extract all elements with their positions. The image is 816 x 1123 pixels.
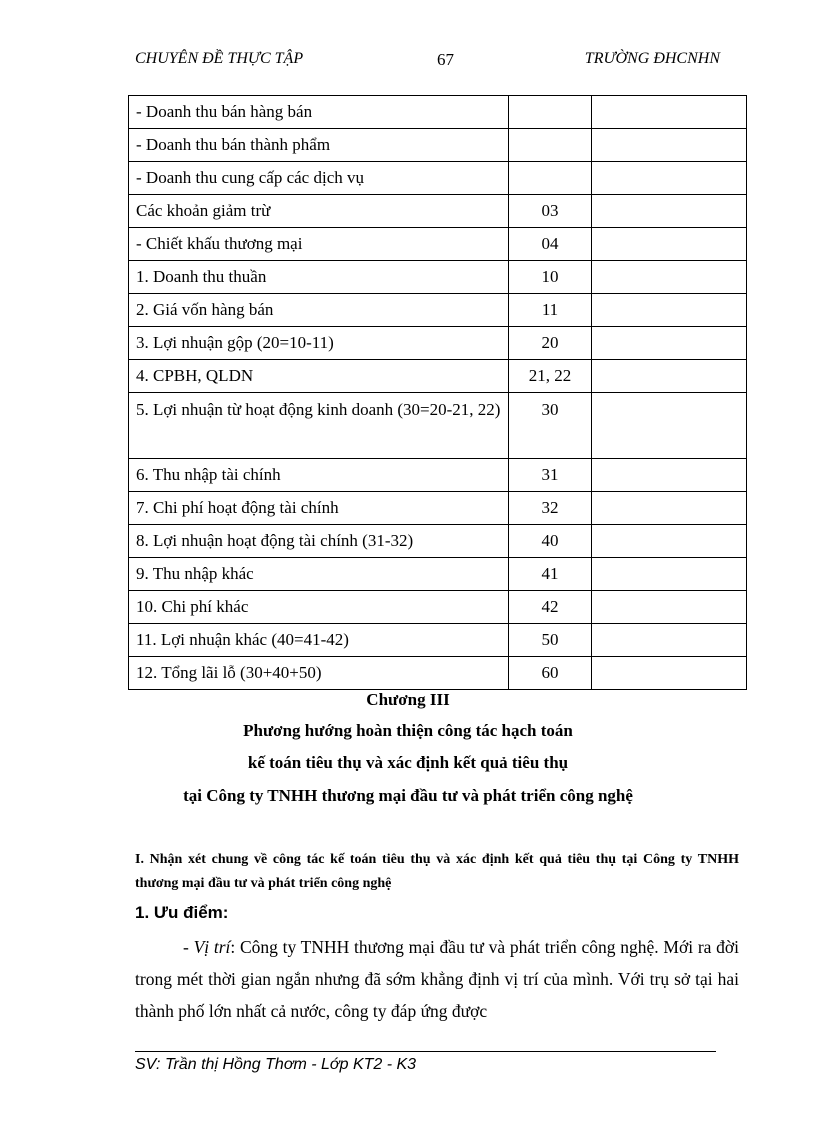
row-code: 32 bbox=[509, 492, 592, 525]
row-label: 3. Lợi nhuận gộp (20=10-11) bbox=[129, 327, 509, 360]
row-code bbox=[509, 96, 592, 129]
chapter-title-line-2: kế toán tiêu thụ và xác định kết quả tiêu thụ bbox=[247, 753, 569, 772]
chapter-title-line-1: Phương hướng hoàn thiện công tác hạch toán bbox=[243, 721, 573, 740]
row-code: 60 bbox=[509, 657, 592, 690]
row-value bbox=[592, 327, 747, 360]
header-course-title: CHUYÊN ĐỀ THỰC TẬP bbox=[135, 50, 304, 67]
chapter-number: Chương III bbox=[366, 690, 450, 709]
row-label: 1. Doanh thu thuần bbox=[129, 261, 509, 294]
row-value bbox=[592, 294, 747, 327]
table-row bbox=[129, 195, 747, 228]
table-row bbox=[129, 492, 747, 525]
table-row bbox=[129, 525, 747, 558]
row-code: 50 bbox=[509, 624, 592, 657]
footer-rule bbox=[135, 1051, 716, 1052]
table-row bbox=[129, 360, 747, 393]
row-label: 10. Chi phí khác bbox=[129, 591, 509, 624]
row-value bbox=[592, 162, 747, 195]
row-code bbox=[509, 162, 592, 195]
row-label: 4. CPBH, QLDN bbox=[129, 360, 509, 393]
row-code: 31 bbox=[509, 459, 592, 492]
table-row bbox=[129, 657, 747, 690]
row-label: - Doanh thu bán hàng bán bbox=[129, 96, 509, 129]
para-text: : Công ty TNHH thương mại đầu tư và phát triển công nghệ. Mới ra đời trong mét thời gian ngắn nhưng đã sớm khẳng định vị trí của mình. Với trụ sở tại hai thành phố lớn nhất cả nước, công ty đáp ứng được bbox=[135, 937, 740, 1021]
row-value bbox=[592, 525, 747, 558]
row-label: 8. Lợi nhuận hoạt động tài chính (31-32) bbox=[129, 525, 509, 558]
table-row bbox=[129, 129, 747, 162]
table-row bbox=[129, 96, 747, 129]
table-row bbox=[129, 162, 747, 195]
row-value bbox=[592, 558, 747, 591]
table-row bbox=[129, 393, 747, 459]
table-row bbox=[129, 228, 747, 261]
row-label: 12. Tổng lãi lỗ (30+40+50) bbox=[129, 657, 509, 690]
income-statement-table bbox=[128, 95, 747, 690]
row-code: 40 bbox=[509, 525, 592, 558]
row-code bbox=[509, 129, 592, 162]
row-value bbox=[592, 591, 747, 624]
row-label: 2. Giá vốn hàng bán bbox=[129, 294, 509, 327]
table-row bbox=[129, 591, 747, 624]
para-term: Vị trí bbox=[193, 937, 231, 957]
row-value bbox=[592, 624, 747, 657]
row-label: 11. Lợi nhuận khác (40=41-42) bbox=[129, 624, 509, 657]
row-value bbox=[592, 96, 747, 129]
row-value bbox=[592, 360, 747, 393]
row-label: 5. Lợi nhuận từ hoạt động kinh doanh (30=20-21, 22) bbox=[129, 393, 509, 459]
table-row bbox=[129, 327, 747, 360]
row-code: 21, 22 bbox=[509, 360, 592, 393]
row-code: 10 bbox=[509, 261, 592, 294]
section-subheading: 1. Ưu điểm: bbox=[135, 903, 229, 922]
row-label: 9. Thu nhập khác bbox=[129, 558, 509, 591]
row-code: 30 bbox=[509, 393, 592, 459]
row-code: 42 bbox=[509, 591, 592, 624]
row-code: 03 bbox=[509, 195, 592, 228]
table-row bbox=[129, 294, 747, 327]
row-code: 04 bbox=[509, 228, 592, 261]
row-value bbox=[592, 492, 747, 525]
row-value bbox=[592, 195, 747, 228]
row-label: - Doanh thu bán thành phẩm bbox=[129, 129, 509, 162]
para-prefix: - bbox=[183, 937, 194, 957]
header-school-name: TRƯỜNG ĐHCNHN bbox=[584, 50, 720, 67]
row-value bbox=[592, 393, 747, 459]
row-label: 6. Thu nhập tài chính bbox=[129, 459, 509, 492]
row-value bbox=[592, 228, 747, 261]
row-value bbox=[592, 129, 747, 162]
page-header bbox=[135, 46, 720, 72]
row-code: 41 bbox=[509, 558, 592, 591]
table-row bbox=[129, 624, 747, 657]
row-label: - Doanh thu cung cấp các dịch vụ bbox=[129, 162, 509, 195]
row-label: Các khoản giảm trừ bbox=[129, 195, 509, 228]
row-value bbox=[592, 459, 747, 492]
table-row bbox=[129, 459, 747, 492]
row-value bbox=[592, 261, 747, 294]
footer-student-info: SV: Trần thị Hồng Thơm - Lớp KT2 - K3 bbox=[135, 1056, 417, 1073]
row-label: 7. Chi phí hoạt động tài chính bbox=[129, 492, 509, 525]
table-row bbox=[129, 558, 747, 591]
row-label: - Chiết khấu thương mại bbox=[129, 228, 509, 261]
page-number: 67 bbox=[437, 50, 454, 69]
section-heading: I. Nhận xét chung về công tác kế toán tiêu thụ và xác định kết quả tiêu thụ tại Công ty TNHH thương mại đầu tư và phát triển công nghệ bbox=[135, 852, 739, 891]
row-value bbox=[592, 657, 747, 690]
chapter-title-line-3: tại Công ty TNHH thương mại đầu tư và phát triển công nghệ bbox=[183, 786, 633, 805]
row-code: 11 bbox=[509, 294, 592, 327]
body-paragraph bbox=[135, 931, 739, 1027]
row-code: 20 bbox=[509, 327, 592, 360]
table-row bbox=[129, 261, 747, 294]
